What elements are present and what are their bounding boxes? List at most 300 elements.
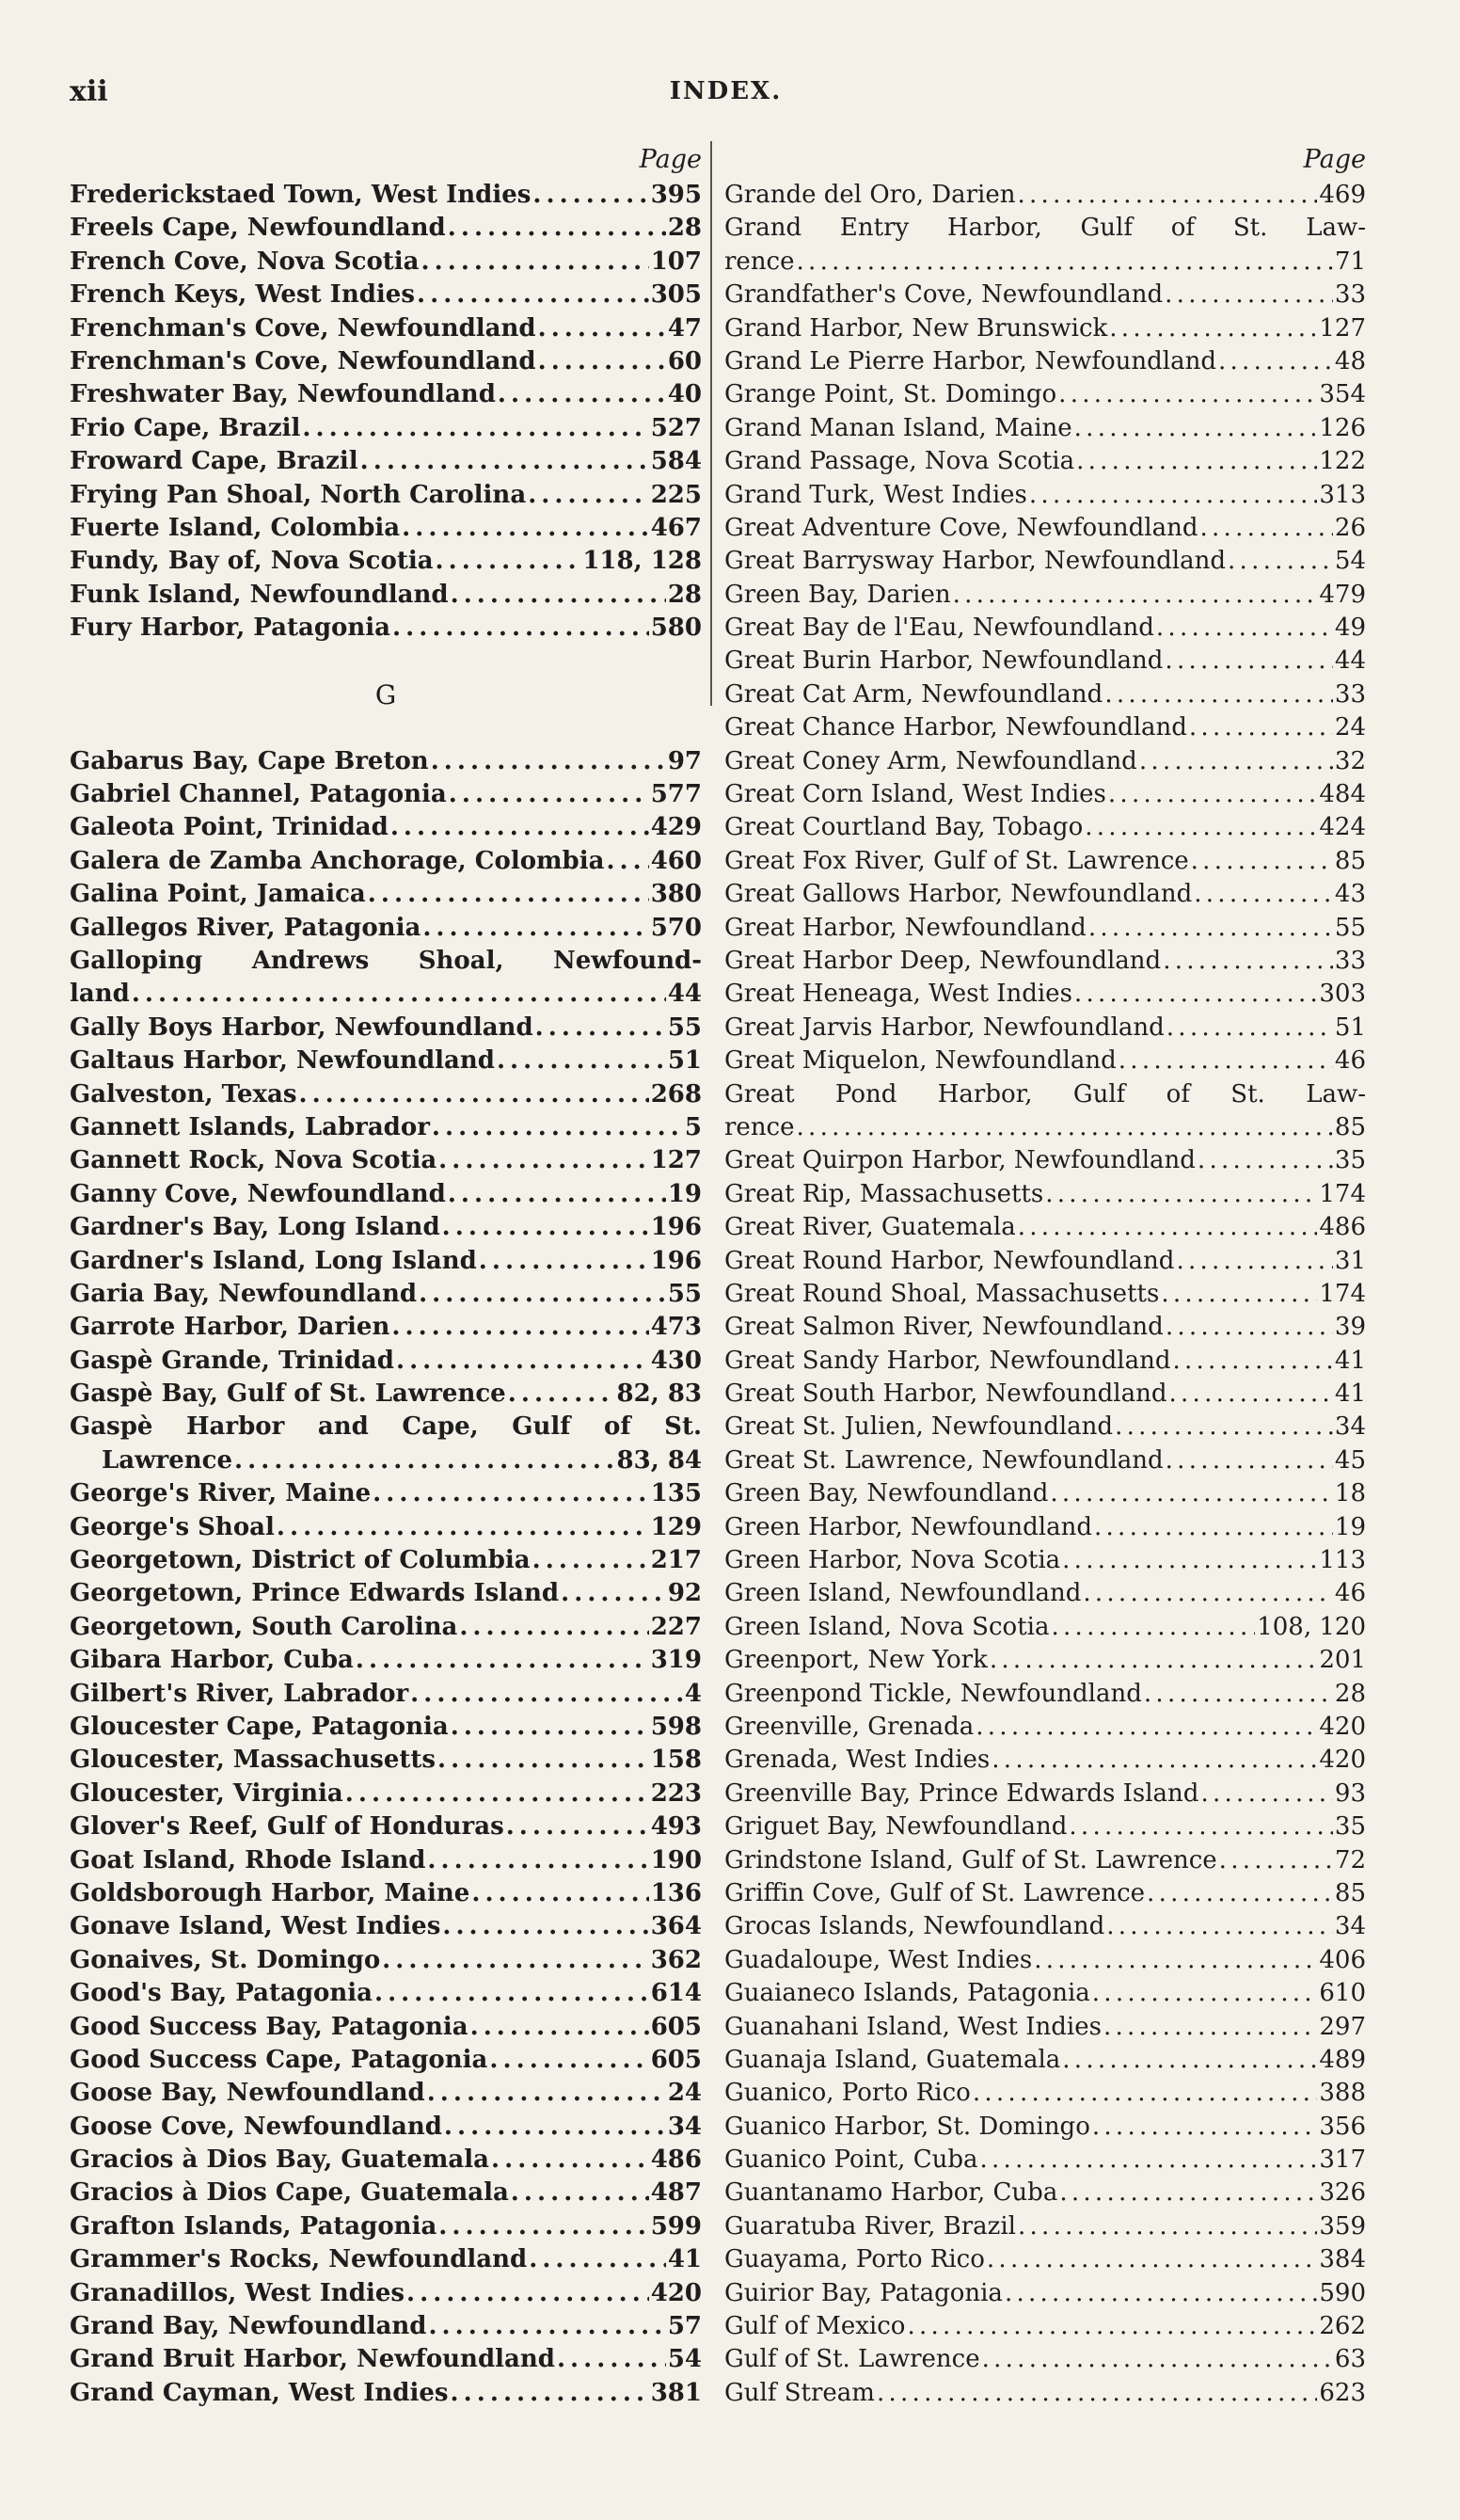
- entry-line: [724, 1278, 1366, 1311]
- leader-dots: [437, 1744, 649, 1777]
- entry-name: Great Gallows Harbor, Newfoundland: [724, 880, 1193, 909]
- index-entry: [724, 179, 1366, 212]
- leader-dots: [1069, 1810, 1333, 1843]
- entry-line: [70, 1544, 702, 1577]
- index-entry: [724, 1245, 1366, 1278]
- leader-dots: [459, 1611, 648, 1644]
- entry-line: [70, 378, 702, 411]
- leader-dots: [877, 2377, 1317, 2410]
- leader-dots: [368, 878, 649, 911]
- index-entry: [724, 912, 1366, 945]
- leader-dots: [606, 845, 648, 878]
- index-entry: [70, 2111, 702, 2144]
- entry-line: [724, 1744, 1366, 1777]
- entry-page: 486: [650, 2145, 702, 2175]
- entry-name: Grand Le Pierre Harbor, Newfoundland: [724, 346, 1216, 375]
- index-entry: [724, 1144, 1366, 1177]
- entry-page: 127: [1319, 313, 1366, 343]
- leader-dots: [976, 1711, 1317, 1744]
- leader-dots: [1051, 1611, 1255, 1644]
- entry-page: 262: [1319, 2312, 1366, 2341]
- entry-name: Georgetown, South Carolina: [70, 1612, 458, 1641]
- entry-line: [70, 312, 702, 345]
- entry-page: 31: [1334, 1246, 1366, 1275]
- index-entry: [70, 378, 702, 411]
- entry-name: Garia Bay, Newfoundland: [70, 1279, 418, 1308]
- entry-page: 527: [650, 413, 702, 442]
- entry-name: land: [70, 980, 130, 1009]
- leader-dots: [471, 1877, 648, 1910]
- entry-name: Funk Island, Newfoundland: [70, 580, 449, 609]
- leader-dots: [438, 2210, 648, 2243]
- entry-line: [70, 745, 702, 778]
- index-entry: [724, 2343, 1366, 2376]
- entry-page: 85: [1334, 846, 1366, 875]
- entry-name: Great Courtland Bay, Tobago: [724, 813, 1084, 842]
- entry-name: Great Sandy Harbor, Newfoundland: [724, 1346, 1171, 1375]
- leader-dots: [422, 912, 648, 945]
- index-entry: [70, 1311, 702, 1344]
- entry-page: 85: [1334, 1878, 1366, 1907]
- leader-dots: [1189, 711, 1333, 744]
- index-entry: [724, 2111, 1366, 2144]
- leader-dots: [442, 1910, 648, 1943]
- leader-dots: [417, 279, 649, 311]
- entry-page: 395: [650, 181, 702, 209]
- index-entry: [724, 412, 1366, 445]
- index-entry: [724, 711, 1366, 744]
- entry-name: Goose Cove, Newfoundland: [70, 2112, 442, 2141]
- entry-line: [724, 179, 1366, 212]
- entry-line: [70, 2111, 702, 2144]
- index-entry: [724, 1577, 1366, 1610]
- entry-name: Grange Point, St. Domingo: [724, 380, 1057, 409]
- entry-line: [724, 312, 1366, 345]
- entry-line: [70, 612, 702, 645]
- entry-line: [724, 2044, 1366, 2077]
- index-entry: [724, 545, 1366, 578]
- index-entry: [70, 2343, 702, 2376]
- index-entry: [70, 1678, 702, 1711]
- leader-dots: [979, 2144, 1317, 2177]
- index-entry: [70, 1844, 702, 1877]
- leader-dots: [431, 745, 666, 778]
- entry-page: 107: [650, 247, 702, 276]
- entry-page: 18: [1334, 1479, 1366, 1508]
- entry-page: 35: [1334, 1146, 1366, 1175]
- entry-name: Gloucester Cape, Patagonia: [70, 1713, 449, 1742]
- index-entry: [70, 179, 702, 212]
- leader-dots: [1088, 912, 1333, 945]
- entry-name: Frederickstaed Town, West Indies: [70, 181, 532, 209]
- leader-dots: [1106, 1910, 1333, 1943]
- leader-dots: [406, 2277, 649, 2310]
- index-entry: [70, 1511, 702, 1544]
- leader-dots: [1176, 1245, 1332, 1278]
- entry-name: Great Miquelon, Newfoundland: [724, 1046, 1117, 1076]
- leader-dots: [982, 2343, 1333, 2376]
- entry-line: [724, 1678, 1366, 1711]
- entry-page: 577: [650, 780, 702, 809]
- entry-name: Great Fox River, Gulf of St. Lawrence: [724, 846, 1189, 875]
- index-entry: [724, 1544, 1366, 1577]
- entry-name: Great Harbor, Newfoundland: [724, 913, 1087, 942]
- entry-page: 580: [650, 614, 702, 643]
- index-entry: [724, 1678, 1366, 1711]
- entry-name: Great Heneaga, West Indies: [724, 980, 1072, 1009]
- entry-page: 118, 128: [582, 547, 702, 576]
- entry-name: Guirior Bay, Patagonia: [724, 2278, 1003, 2307]
- entry-line: [70, 1144, 702, 1177]
- entry-name: Grande del Oro, Darien: [724, 181, 1016, 209]
- entry-page: 41: [1334, 1380, 1366, 1409]
- index-entry: [70, 412, 702, 445]
- leader-dots: [1085, 811, 1317, 844]
- entry-name: Frio Cape, Brazil: [70, 413, 301, 442]
- index-entry: [70, 479, 702, 512]
- entry-line: [724, 1345, 1366, 1378]
- index-entry: [70, 811, 702, 844]
- leader-dots: [1198, 1144, 1333, 1177]
- left-index-list: [70, 179, 702, 2410]
- entry-page: 598: [650, 1713, 702, 1742]
- entry-line: [724, 912, 1366, 945]
- entry-name-first-line: Grand Entry Harbor, Gulf of St. Law-: [724, 214, 1366, 243]
- entry-line: [70, 2077, 702, 2110]
- entry-line: [724, 2343, 1366, 2376]
- entry-page: 135: [650, 1479, 702, 1508]
- leader-dots: [356, 1644, 649, 1677]
- leader-dots: [479, 1245, 649, 1278]
- leader-dots: [449, 778, 649, 811]
- entry-name: Griffin Cove, Gulf of St. Lawrence: [724, 1878, 1146, 1907]
- entry-name: Green Bay, Darien: [724, 580, 951, 609]
- entry-name: Grand Harbor, New Brunswick: [724, 313, 1108, 343]
- index-entry: [724, 1910, 1366, 1943]
- entry-line: [724, 378, 1366, 411]
- entry-name: Greenpond Tickle, Newfoundland: [724, 1679, 1142, 1708]
- entry-name: Guanaja Island, Guatemala: [724, 2045, 1061, 2074]
- entry-page: 225: [650, 480, 702, 509]
- leader-dots: [1034, 1944, 1317, 1977]
- entry-name: Gracios à Dios Cape, Guatemala: [70, 2178, 509, 2208]
- leader-dots: [1062, 2044, 1317, 2077]
- entry-page: 196: [650, 1213, 702, 1242]
- entry-line: [70, 179, 702, 212]
- entry-name: Grenada, West Indies: [724, 1746, 991, 1775]
- leader-dots: [374, 1977, 649, 2010]
- entry-name: Georgetown, District of Columbia: [70, 1546, 531, 1575]
- entry-page: 605: [650, 2012, 702, 2041]
- entry-page: 72: [1334, 1845, 1366, 1874]
- entry-name: Greenville, Grenada: [724, 1713, 975, 1741]
- index-entry: [724, 945, 1366, 978]
- entry-line: [724, 1012, 1366, 1045]
- leader-dots: [444, 2111, 666, 2144]
- entry-line: [724, 811, 1366, 844]
- leader-dots: [1166, 1311, 1333, 1344]
- leader-dots: [234, 1444, 615, 1477]
- entry-line: [724, 745, 1366, 778]
- index-entry: [724, 1644, 1366, 1677]
- leader-dots: [1191, 845, 1333, 878]
- index-entry: [70, 2077, 702, 2110]
- entry-line: [724, 1477, 1366, 1510]
- entry-name: Great Corn Island, West Indies: [724, 780, 1106, 809]
- entry-line: [70, 545, 702, 578]
- entry-page: 34: [667, 2112, 702, 2141]
- entry-name: Gannett Rock, Nova Scotia: [70, 1146, 437, 1175]
- entry-name: French Cove, Nova Scotia: [70, 247, 420, 276]
- entry-page: 4: [684, 1679, 702, 1708]
- leader-dots: [532, 1544, 649, 1577]
- entry-page: 313: [1319, 480, 1366, 509]
- entry-page: 113: [1319, 1546, 1366, 1575]
- entry-line: [724, 1311, 1366, 1344]
- entry-name: rence: [724, 247, 795, 276]
- entry-name: Goose Bay, Newfoundland: [70, 2079, 425, 2108]
- index-entry: [70, 1577, 702, 1610]
- entry-name: Grand Turk, West Indies: [724, 480, 1027, 509]
- entry-name: French Keys, West Indies: [70, 280, 415, 310]
- index-entry: [724, 1211, 1366, 1244]
- leader-dots: [1228, 545, 1333, 578]
- index-entry: [70, 1178, 702, 1211]
- entry-line: [724, 1611, 1366, 1644]
- entry-line: [724, 412, 1366, 445]
- index-entry: [724, 212, 1366, 279]
- entry-line: [724, 512, 1366, 545]
- entry-line: [724, 345, 1366, 378]
- entry-name: Great Round Shoal, Massachusetts: [724, 1279, 1160, 1308]
- leader-dots: [451, 579, 666, 612]
- entry-page: 46: [1334, 1046, 1366, 1076]
- entry-line: [70, 2343, 702, 2376]
- entry-page: 47: [667, 313, 702, 343]
- entry-name: Green Island, Newfoundland: [724, 1579, 1082, 1608]
- leader-dots: [390, 811, 649, 844]
- index-entry: [70, 1778, 702, 1810]
- entry-page: 34: [1334, 1912, 1366, 1941]
- leader-dots: [448, 1178, 666, 1211]
- leader-dots: [561, 1577, 666, 1610]
- leader-dots: [436, 545, 581, 578]
- entry-page: 28: [1334, 1679, 1366, 1708]
- index-entry: [724, 1778, 1366, 1810]
- leader-dots: [797, 1111, 1333, 1144]
- entry-page: 303: [1319, 980, 1366, 1009]
- entry-page: 33: [1334, 280, 1366, 310]
- index-entry: [724, 1444, 1366, 1477]
- entry-line: [70, 1012, 702, 1045]
- index-entry: [724, 1178, 1366, 1211]
- leader-dots: [1115, 1411, 1333, 1443]
- leader-dots: [508, 1378, 615, 1411]
- leader-dots: [498, 378, 666, 411]
- index-entry: [70, 2177, 702, 2209]
- leader-dots: [451, 2377, 649, 2410]
- entry-page: 174: [1319, 1279, 1366, 1308]
- entry-page: 45: [1334, 1445, 1366, 1475]
- entry-line: [724, 2377, 1366, 2410]
- entry-name: Great Chance Harbor, Newfoundland: [724, 713, 1187, 742]
- entry-line: [724, 711, 1366, 744]
- entry-page: 430: [650, 1346, 702, 1375]
- entry-line: [724, 1111, 1366, 1144]
- index-entry: [70, 445, 702, 478]
- entry-line: [724, 545, 1366, 578]
- index-entry: [724, 978, 1366, 1011]
- entry-line: [70, 1245, 702, 1278]
- entry-line: [724, 1544, 1366, 1577]
- entry-page: 39: [1334, 1313, 1366, 1342]
- entry-line: [70, 1111, 702, 1144]
- leader-dots: [1199, 512, 1332, 545]
- leader-dots: [506, 1810, 649, 1843]
- entry-page: 429: [650, 813, 702, 842]
- entry-page: 319: [650, 1646, 702, 1675]
- leader-dots: [528, 479, 649, 512]
- entry-name: Grindstone Island, Gulf of St. Lawrence: [724, 1845, 1217, 1874]
- entry-line: [70, 811, 702, 844]
- entry-page: 605: [650, 2045, 702, 2074]
- leader-dots: [1156, 612, 1333, 645]
- leader-dots: [442, 1211, 649, 1244]
- entry-name: Great Harbor Deep, Newfoundland: [724, 947, 1162, 975]
- entry-line: [724, 1411, 1366, 1443]
- index-entry: [724, 512, 1366, 545]
- entry-line: [70, 978, 702, 1011]
- index-entry: [70, 579, 702, 612]
- leader-dots: [535, 1012, 666, 1045]
- leader-dots: [538, 312, 666, 345]
- entry-line: [70, 912, 702, 945]
- entry-page: 26: [1334, 513, 1366, 542]
- index-entry: [724, 579, 1366, 612]
- entry-page: 44: [667, 980, 702, 1009]
- entry-page: 136: [650, 1878, 702, 1907]
- entry-name: Great Rip, Massachusetts: [724, 1179, 1044, 1208]
- leader-dots: [907, 2310, 1317, 2343]
- index-entry: [724, 2077, 1366, 2110]
- entry-name: Ganny Cove, Newfoundland: [70, 1179, 446, 1208]
- entry-page: 28: [667, 580, 702, 609]
- index-entry: [70, 778, 702, 811]
- entry-line: [724, 2310, 1366, 2343]
- entry-page: 40: [667, 380, 702, 409]
- index-entry: [724, 1611, 1366, 1644]
- leader-dots: [1218, 345, 1333, 378]
- entry-line: [724, 645, 1366, 678]
- page-header: [70, 75, 1382, 115]
- leader-dots: [1104, 678, 1333, 711]
- entry-page: 34: [1334, 1412, 1366, 1442]
- leader-dots: [277, 1511, 649, 1544]
- leader-dots: [489, 2044, 648, 2077]
- leader-dots: [1168, 1378, 1332, 1411]
- entry-name: Fury Harbor, Patagonia: [70, 614, 391, 643]
- index-entry: [724, 1877, 1366, 1910]
- entry-line: [724, 246, 1366, 279]
- right-page-label: Page: [1303, 145, 1366, 174]
- entry-name: Gonave Island, West Indies: [70, 1912, 441, 1941]
- entry-page: 24: [667, 2079, 702, 2108]
- entry-page: 493: [650, 1812, 702, 1842]
- entry-page: 354: [1319, 380, 1366, 409]
- entry-name: Gardner's Bay, Long Island: [70, 1213, 440, 1242]
- entry-line: [724, 2243, 1366, 2276]
- index-entry: [70, 1810, 702, 1843]
- entry-page: 599: [650, 2211, 702, 2241]
- index-entry: [70, 878, 702, 911]
- index-entry: [70, 512, 702, 545]
- leader-dots: [1083, 1577, 1333, 1610]
- leader-dots: [345, 1778, 649, 1810]
- entry-line: [70, 212, 702, 245]
- entry-name: Guayama, Porto Rico: [724, 2245, 985, 2274]
- entry-name: Fuerte Island, Colombia: [70, 513, 401, 542]
- leader-dots: [448, 212, 666, 245]
- entry-name: Great St. Julien, Newfoundland: [724, 1412, 1114, 1442]
- entry-page: 381: [650, 2378, 702, 2407]
- index-entry: [70, 1078, 702, 1111]
- entry-name-first-line: Great Pond Harbor, Gulf of St. Law-: [724, 1079, 1366, 1108]
- entry-page: 473: [650, 1313, 702, 1342]
- entry-name: Great Coney Arm, Newfoundland: [724, 746, 1137, 775]
- entry-name: Galina Point, Jamaica: [70, 880, 366, 909]
- leader-dots: [1166, 1444, 1333, 1477]
- entry-page: 19: [1334, 1512, 1366, 1541]
- entry-name: Grafton Islands, Patagonia: [70, 2211, 437, 2241]
- entry-line: [70, 1944, 702, 1977]
- entry-line: [724, 678, 1366, 711]
- leader-dots: [382, 1944, 649, 1977]
- entry-page: 55: [667, 1013, 702, 1042]
- entry-line: [70, 1611, 702, 1644]
- entry-page: 467: [650, 513, 702, 542]
- entry-line: [70, 579, 702, 612]
- index-entry: [70, 1012, 702, 1045]
- entry-line: [724, 945, 1366, 978]
- index-entry: [724, 2144, 1366, 2177]
- entry-page: 584: [650, 447, 702, 476]
- index-entry: [70, 212, 702, 245]
- leader-dots: [1139, 745, 1333, 778]
- leader-dots: [298, 1078, 648, 1111]
- leader-dots: [1029, 479, 1317, 512]
- index-entry: [724, 2044, 1366, 2077]
- entry-line: [724, 1644, 1366, 1677]
- index-entry: [70, 1944, 702, 1977]
- entry-name: Gally Boys Harbor, Newfoundland: [70, 1013, 533, 1042]
- entry-line: [724, 2111, 1366, 2144]
- index-entry: [70, 912, 702, 945]
- entry-name: Gabarus Bay, Cape Breton: [70, 746, 429, 775]
- entry-line: [724, 579, 1366, 612]
- entry-name: Gabriel Channel, Patagonia: [70, 780, 447, 809]
- entry-name: Granadillos, West Indies: [70, 2278, 405, 2307]
- entry-name: Freshwater Bay, Newfoundland: [70, 380, 496, 409]
- entry-page: 85: [1334, 1112, 1366, 1141]
- index-entry: [70, 1245, 702, 1278]
- index-entry: [724, 1744, 1366, 1777]
- entry-line: [724, 1245, 1366, 1278]
- index-entry: [724, 845, 1366, 878]
- leader-dots: [1200, 1778, 1332, 1810]
- entry-page: 223: [650, 1778, 702, 1808]
- entry-name: Guadaloupe, West Indies: [724, 1945, 1033, 1974]
- leader-dots: [1172, 1345, 1332, 1378]
